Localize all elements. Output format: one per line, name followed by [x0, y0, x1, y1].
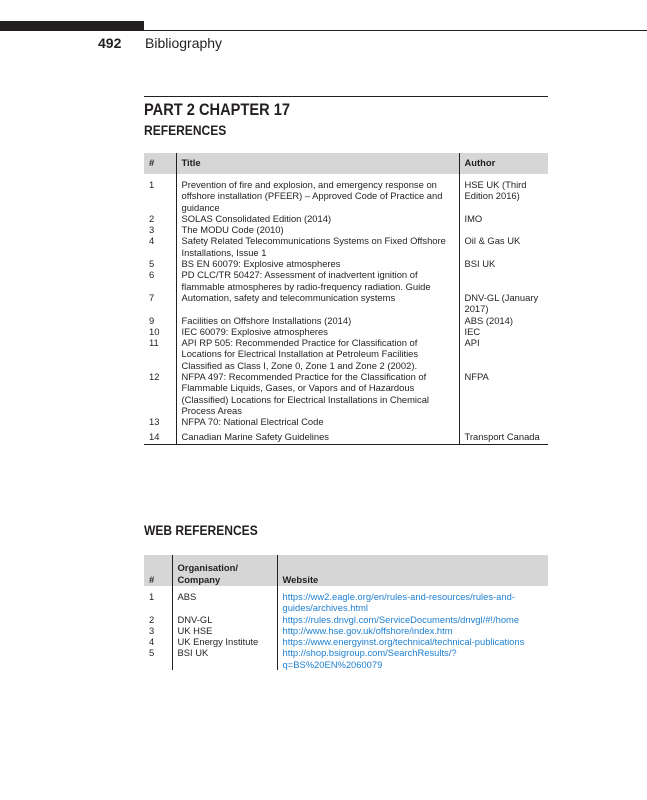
web-reference-organisation-text: ABS — [177, 591, 197, 602]
reference-number — [144, 326, 176, 337]
reference-number — [144, 269, 176, 292]
reference-title — [176, 431, 459, 445]
reference-number-text: 7 — [149, 291, 155, 303]
web-reference-organisation — [172, 614, 277, 625]
reference-number-text: 9 — [149, 314, 155, 326]
reference-author-text: HSE UK (Third Edition 2016) — [464, 179, 527, 202]
reference-title-text: SOLAS Consolidated Edition (2014) — [181, 212, 332, 224]
table-row — [144, 647, 548, 670]
reference-number — [144, 371, 176, 416]
reference-title-text: NFPA 497: Recommended Practice for the Classification of Flammable Liquids, Gases, or Vapors and of Hazardous (Classified) Locations for Electrical Installations in Chemical Process Areas — [181, 371, 429, 416]
table-row — [144, 326, 548, 337]
reference-author-text: IMO — [464, 212, 483, 224]
reference-number — [144, 224, 176, 235]
reference-title-text: Prevention of fire and explosion, and emergency response on offshore installation (PFEER) – Approved Code of Practice and guidance — [181, 179, 443, 213]
reference-author-text: DNV-GL (January 2017) — [464, 291, 539, 315]
web-reference-url — [277, 625, 548, 636]
reference-author — [459, 371, 548, 416]
reference-number — [144, 292, 176, 315]
reference-title — [176, 416, 459, 427]
table-row — [144, 235, 548, 258]
column-header-number: # — [144, 555, 172, 586]
reference-author — [459, 179, 548, 213]
reference-number-text: 3 — [149, 224, 155, 236]
reference-number — [144, 258, 176, 269]
table-row — [144, 292, 548, 315]
reference-number-text: 1 — [149, 179, 155, 190]
reference-title — [176, 337, 459, 371]
table-row — [144, 269, 548, 292]
reference-title — [176, 315, 459, 326]
references-header-row — [144, 153, 548, 174]
web-reference-number — [144, 614, 172, 625]
reference-number-text: 13 — [149, 416, 160, 428]
reference-author-text: ABS (2014) — [464, 314, 513, 326]
reference-number — [144, 337, 176, 371]
reference-author — [459, 258, 548, 269]
web-reference-organisation — [172, 647, 277, 670]
web-reference-organisation-text: UK HSE — [177, 624, 213, 636]
reference-author — [459, 292, 548, 315]
reference-number-text: 4 — [149, 235, 155, 247]
column-header-title: Title — [176, 153, 459, 174]
web-reference-url — [277, 647, 548, 670]
column-header-website: Website — [277, 555, 548, 586]
reference-number — [144, 416, 176, 427]
reference-author — [459, 326, 548, 337]
reference-author — [459, 213, 548, 224]
reference-author — [459, 269, 548, 292]
table-row — [144, 625, 548, 636]
reference-author — [459, 224, 548, 235]
web-reference-organisation — [172, 636, 277, 647]
web-reference-number — [144, 636, 172, 647]
web-reference-organisation — [172, 591, 277, 614]
reference-number-text: 11 — [149, 337, 159, 349]
web-reference-url — [277, 591, 548, 614]
web-references-table — [144, 555, 548, 670]
reference-title-text: Automation, safety and telecommunication systems — [181, 291, 396, 303]
reference-title — [176, 371, 459, 416]
web-reference-number-text: 2 — [149, 613, 155, 625]
column-header-organisation: Organisation/ Company — [172, 555, 277, 586]
reference-author-text: IEC — [464, 325, 481, 337]
reference-number-text: 14 — [149, 430, 160, 442]
reference-number-text: 6 — [149, 269, 155, 281]
reference-number-text: 2 — [149, 212, 155, 224]
reference-author-text: Oil & Gas UK — [464, 235, 521, 247]
web-reference-number-text: 3 — [149, 624, 155, 636]
column-header-author: Author — [459, 153, 548, 174]
web-reference-url — [277, 614, 548, 625]
table-row — [144, 315, 548, 326]
web-reference-number — [144, 647, 172, 670]
web-reference-organisation-text: BSI UK — [177, 647, 209, 659]
reference-number — [144, 235, 176, 258]
table-row — [144, 258, 548, 269]
web-reference-url-text[interactable]: https://www.energyinst.org/technical/technical-publications — [282, 636, 525, 648]
reference-title — [176, 224, 459, 235]
web-references-header-row — [144, 555, 548, 586]
web-reference-number-text: 4 — [149, 636, 155, 648]
web-reference-number — [144, 625, 172, 636]
reference-number-text: 10 — [149, 325, 160, 337]
reference-title-text: IEC 60079: Explosive atmospheres — [181, 325, 328, 337]
reference-author-text: BSI UK — [464, 258, 496, 270]
table-row — [144, 416, 548, 427]
reference-title — [176, 269, 459, 292]
reference-title-text: Safety Related Telecommunications Systems on Fixed Offshore Installations, Issue 1 — [181, 235, 446, 258]
web-reference-url — [277, 636, 548, 647]
reference-author — [459, 431, 548, 445]
reference-title-text: API RP 505: Recommended Practice for Classification of Locations for Electrical Installation at Petroleum Facilities Classified as Class I, Zone 0, Zone 1 and Zone 2 (2002). — [181, 337, 419, 371]
page-number: 492 — [98, 35, 122, 51]
table-row — [144, 371, 548, 416]
table-row — [144, 614, 548, 625]
chapter-title: PART 2 CHAPTER 17 — [144, 100, 290, 119]
reference-number — [144, 431, 176, 445]
web-reference-url-text[interactable]: https://ww2.eagle.org/en/rules-and-resources/rules-and-guides/archives.html — [282, 591, 515, 614]
web-reference-number-text: 5 — [149, 647, 155, 659]
web-reference-organisation-text: UK Energy Institute — [177, 636, 259, 648]
reference-author-text: Transport Canada — [464, 430, 540, 442]
reference-title — [176, 258, 459, 269]
table-row — [144, 213, 548, 224]
table-row — [144, 179, 548, 213]
reference-author-text: NFPA — [464, 371, 489, 383]
reference-title — [176, 292, 459, 315]
reference-author — [459, 416, 548, 427]
web-reference-url-text[interactable]: https://rules.dnvgl.com/ServiceDocuments/dnvgl/#!/home — [282, 613, 520, 625]
table-row — [144, 636, 548, 647]
table-row — [144, 224, 548, 235]
reference-title — [176, 213, 459, 224]
web-reference-organisation-text: DNV-GL — [177, 613, 213, 625]
references-table — [144, 153, 548, 445]
web-reference-number-text: 1 — [149, 591, 155, 602]
reference-title-text: The MODU Code (2010) — [181, 224, 284, 236]
reference-author-text: API — [464, 337, 480, 349]
column-header-number: # — [144, 153, 176, 174]
reference-number — [144, 179, 176, 213]
reference-author — [459, 315, 548, 326]
web-reference-url-text[interactable]: http://www.hse.gov.uk/offshore/index.htm — [282, 624, 453, 636]
web-reference-number — [144, 591, 172, 614]
web-references-title: WEB REFERENCES — [144, 522, 258, 538]
web-reference-url-text[interactable]: http://shop.bsigroup.com/SearchResults/?q=BS%20EN%2060079 — [282, 647, 457, 670]
reference-author — [459, 235, 548, 258]
reference-title-text: Facilities on Offshore Installations (2014) — [181, 314, 352, 326]
reference-number-text: 5 — [149, 258, 155, 270]
running-head: Bibliography — [145, 35, 223, 51]
header-rule — [144, 30, 647, 31]
reference-number — [144, 213, 176, 224]
reference-author — [459, 337, 548, 371]
reference-title-text: PD CLC/TR 50427: Assessment of inadvertent ignition of flammable atmospheres by radio-frequency radiation. Guide — [181, 269, 431, 292]
web-reference-organisation — [172, 625, 277, 636]
reference-title — [176, 179, 459, 213]
reference-title — [176, 235, 459, 258]
reference-title — [176, 326, 459, 337]
section-title: REFERENCES — [144, 122, 227, 138]
section-rule — [144, 96, 548, 97]
table-row — [144, 591, 548, 614]
reference-number — [144, 315, 176, 326]
table-row — [144, 431, 548, 445]
reference-number-text: 12 — [149, 371, 160, 383]
reference-title-text: Canadian Marine Safety Guidelines — [181, 430, 329, 442]
reference-title-text: BS EN 60079: Explosive atmospheres — [181, 258, 341, 270]
table-row — [144, 337, 548, 371]
reference-title-text: NFPA 70: National Electrical Code — [181, 416, 324, 428]
header-bar — [0, 21, 144, 31]
